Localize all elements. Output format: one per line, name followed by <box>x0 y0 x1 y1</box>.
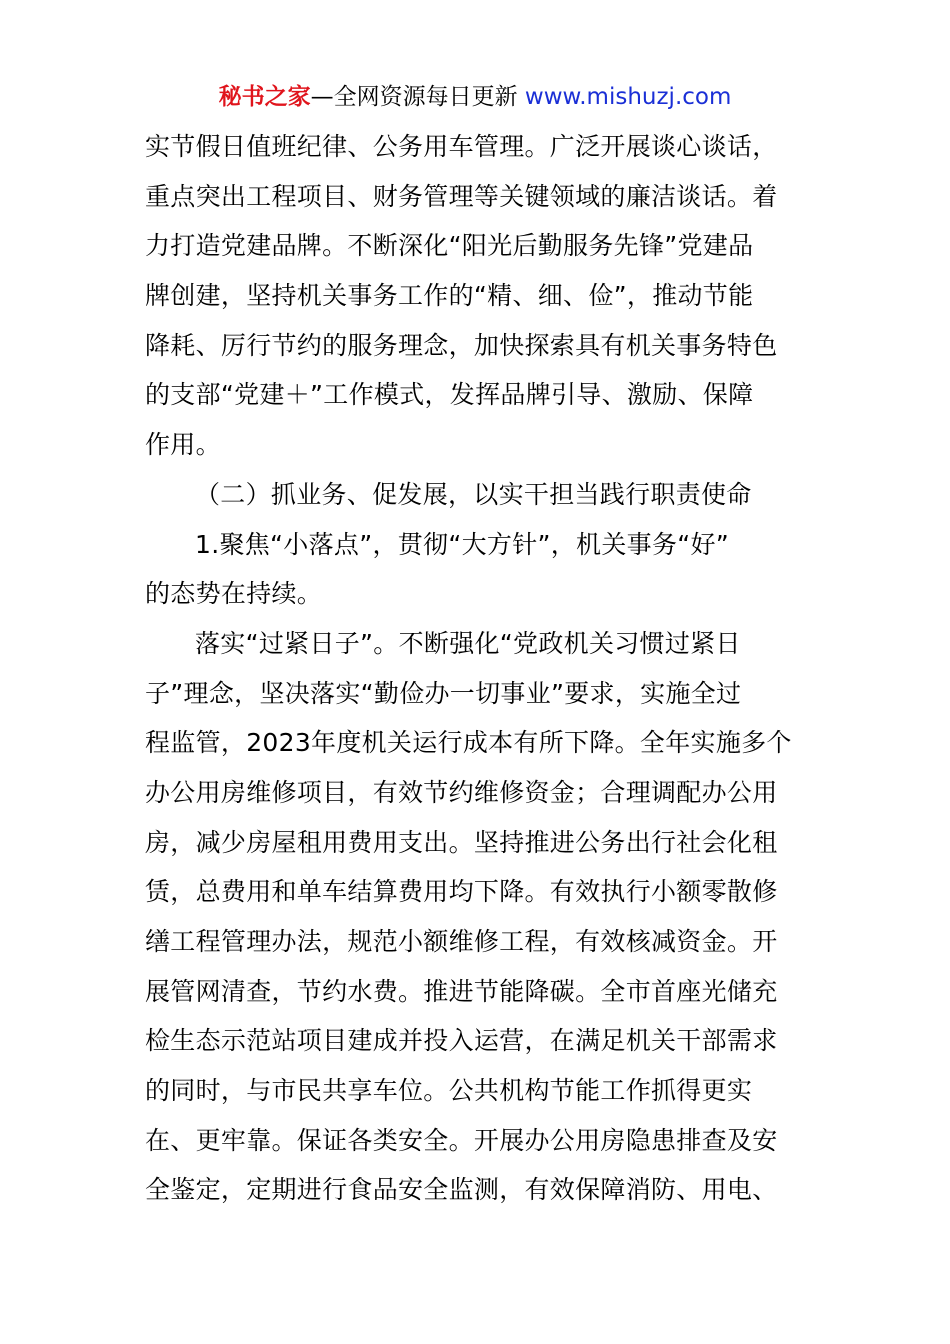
paragraph-line: 展管网清查，节约水费。推进节能降碳。全市首座光储充 <box>145 976 778 1006</box>
paragraph-line: 缮工程管理办法，规范小额维修工程，有效核减资金。开 <box>145 927 778 956</box>
header-tagline: —全网资源每日更新 <box>310 84 518 110</box>
paragraph-line: 降耗、厉行节约的服务理念，加快探索具有机关事务特色 <box>145 330 778 360</box>
paragraph-line: 赁，总费用和单车结算费用均下降。有效执行小额零散修 <box>145 877 778 907</box>
paragraph-line: 在、更牢靠。保证各类安全。开展办公用房隐患排查及安 <box>145 1125 778 1155</box>
paragraph-line: 的同时，与市民共享车位。公共机构节能工作抓得更实 <box>145 1076 753 1106</box>
paragraph-line: 办公用房维修项目，有效节约维修资金；合理调配办公用 <box>145 777 778 807</box>
paragraph-line: 检生态示范站项目建成并投入运营，在满足机关干部需求 <box>145 1026 778 1056</box>
paragraph-line: 房，减少房屋租用费用支出。坚持推进公务出行社会化租 <box>145 827 778 857</box>
document-body <box>145 122 810 1215</box>
paragraph-line: 子”理念，坚决落实“勤俭办一切事业”要求，实施全过 <box>145 678 742 708</box>
brand-name: 秘书之家 <box>218 84 311 110</box>
paragraph-line: 作用。 <box>145 430 221 460</box>
site-header <box>0 80 950 114</box>
paragraph-line: 重点突出工程项目、财务管理等关键领域的廉洁谈话。着 <box>145 181 778 211</box>
paragraph-line: 的态势在持续。 <box>145 579 323 609</box>
paragraph-line: 的支部“党建＋”工作模式，发挥品牌引导、激励、保障 <box>145 380 754 410</box>
paragraph-line: 程监管，2023年度机关运行成本有所下降。全年实施多个 <box>145 728 792 758</box>
paragraph-line: 落实“过紧日子”。不断强化“党政机关习惯过紧日 <box>195 628 741 658</box>
paragraph-line: 实节假日值班纪律、公务用车管理。广泛开展谈心谈话， <box>145 132 778 161</box>
site-url[interactable]: www.mishuzj.com <box>517 84 732 110</box>
paragraph-line: （二）抓业务、促发展，以实干担当践行职责使命 <box>195 479 752 509</box>
paragraph-line: 力打造党建品牌。不断深化“阳光后勤服务先锋”党建品 <box>145 231 754 261</box>
paragraph-line: 1.聚焦“小落点”，贯彻“大方针”，机关事务“好” <box>195 529 730 559</box>
paragraph-line: 牌创建，坚持机关事务工作的“精、细、俭”，推动节能 <box>145 281 754 311</box>
paragraph-line: 全鉴定，定期进行食品安全监测，有效保障消防、用电、 <box>145 1175 778 1205</box>
